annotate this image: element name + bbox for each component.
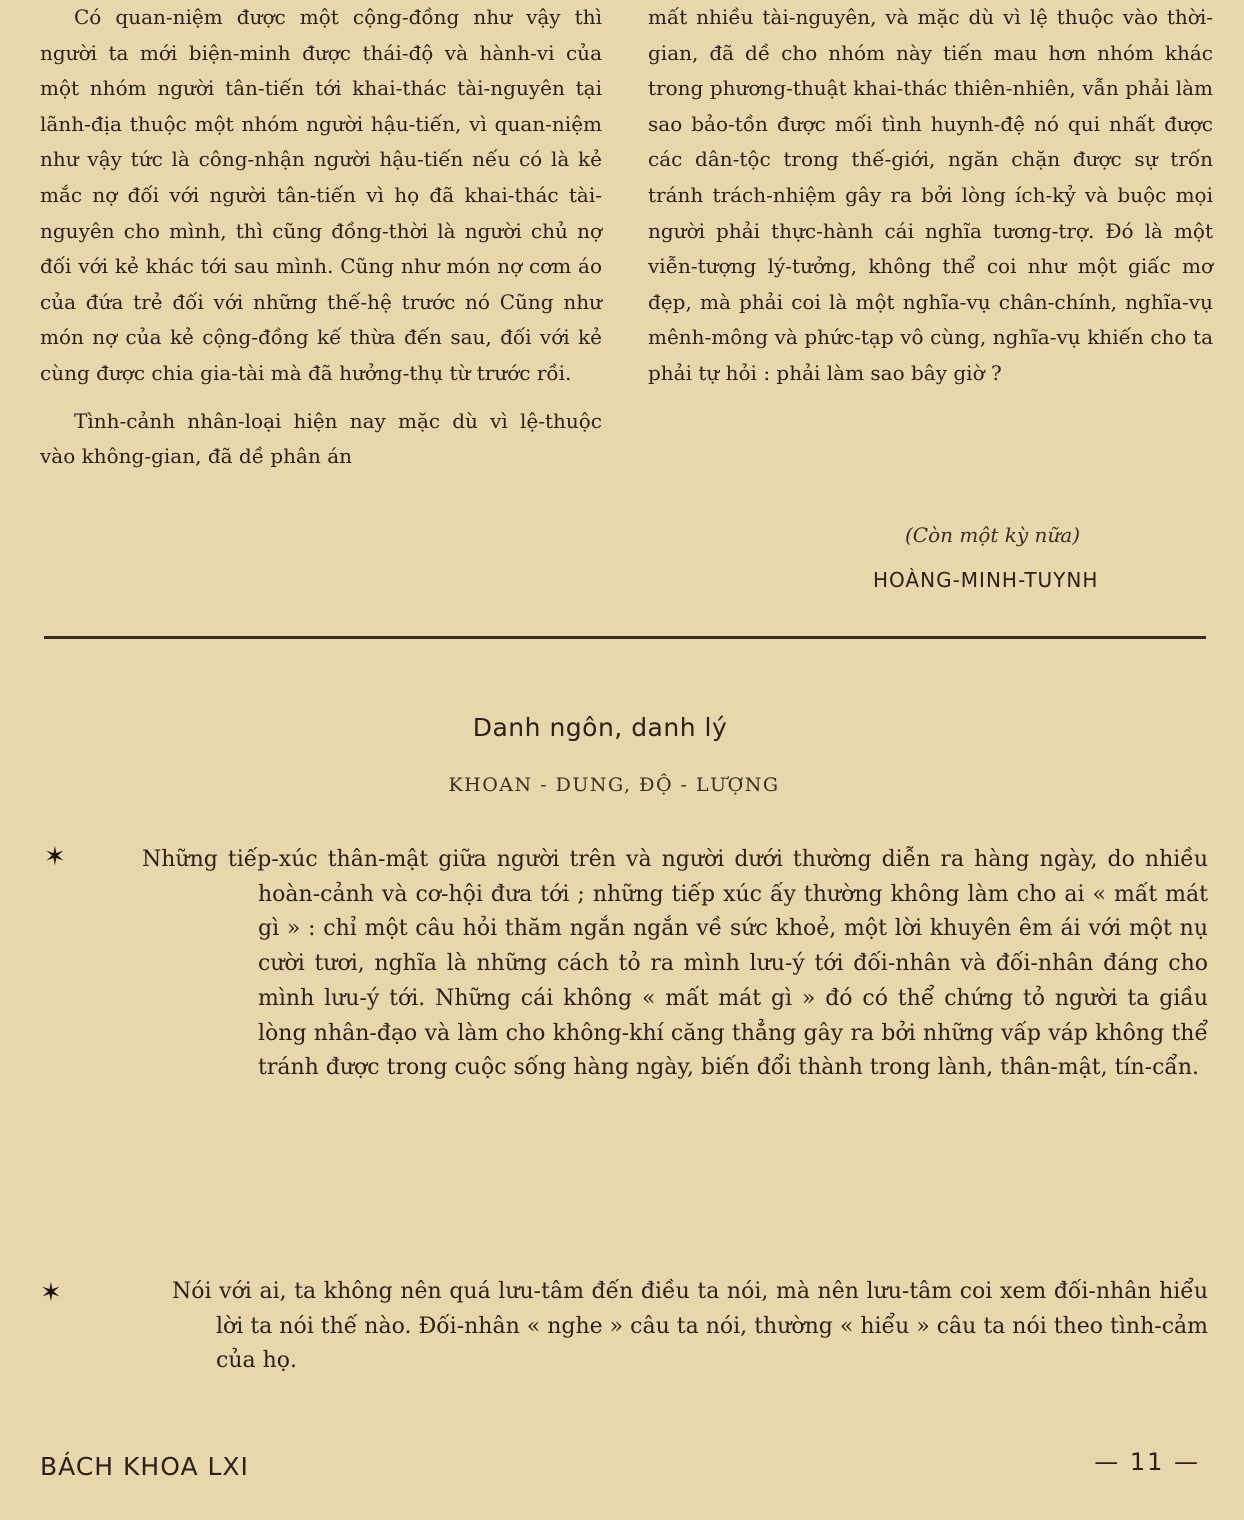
article-paragraph: mất nhiều tài-nguyên, và mặc dù vì lệ thuộc vào thời-gian, đã dề cho nhóm này tiến mau hơn nhóm khác trong phương-thuật khai-thác thiên-nhiên, vẫn phải làm sao bảo-tồn được mối tình huynh-đệ nó qui nhất được các dân-tộc trong thế-giới, ngăn chặn được sự trốn tránh trách-nhiệm gây ra bởi lòng ích-kỷ và buộc mọi người phải thực-hành cái nghĩa tương-trợ. Đó là một viễn-tượng lý-tưởng, không thể coi như một giấc mơ đẹp, mà phải coi là một nghĩa-vụ chân-chính, nghĩa-vụ mênh-mông và phức-tạp vô cùng, nghĩa-vụ khiến cho ta phải tự hỏi : phải làm sao bây giờ ? — [648, 5, 1213, 385]
section-title: Danh ngôn, danh lý — [472, 713, 728, 742]
section-subtitle: KHOAN - DUNG, ĐỘ - LƯỢNG — [448, 774, 780, 796]
article-paragraph: Tình-cảnh nhân-loại hiện nay mặc dù vì lệ-thuộc vào không-gian, đã dề phân án — [40, 408, 602, 469]
star-bullet-icon: ✶ — [40, 1278, 62, 1308]
section-divider — [44, 636, 1206, 639]
star-bullet-icon: ✶ — [44, 842, 66, 872]
page-number: — 11 — — [1094, 1448, 1200, 1476]
article-right-column — [648, 0, 1213, 392]
maxim-paragraph: Nói với ai, ta không nên quá lưu-tâm đến điều ta nói, mà nên lưu-tâm coi xem đối-nhân hiểu lời ta nói thế nào. Đối-nhân « nghe » câu ta nói, thường « hiểu » câu ta nói theo tình-cảm của họ. — [172, 1279, 1208, 1374]
publication-name: BÁCH KHOA LXI — [40, 1452, 249, 1481]
continued-note: (Còn một kỳ nữa) — [905, 523, 1081, 547]
maxim-paragraph: Những tiếp-xúc thân-mật giữa người trên và người dưới thường diễn ra hàng ngày, do nhiều hoàn-cảnh và cơ-hội đưa tới ; những tiếp xúc ấy thường không làm cho ai « mất mát gì » : chỉ một câu hỏi thăm ngắn ngắn về sức khoẻ, một lời khuyên êm ái với một nụ cười tươi, nghĩa là những cách tỏ ra mình lưu-ý tới đối-nhân và đối-nhân đáng cho mình lưu-ý tới. Những cái không « mất mát gì » đó có thể chứng tỏ người ta giầu lòng nhân-đạo và làm cho không-khí căng thẳng gây ra bởi những vấp váp không thể tránh được trong cuộc sống hàng ngày, biến đổi thành trong lành, thân-mật, tín-cẩn. — [142, 847, 1208, 1081]
article-paragraph: Có quan-niệm được một cộng-đồng như vậy thì người ta mới biện-minh được thái-độ và hành-vi của một nhóm người tân-tiến tới khai-thác tài-nguyên tại lãnh-địa thuộc một nhóm người hậu-tiến, vì quan-niệm như vậy tức là công-nhận người hậu-tiến nếu có là kẻ mắc nợ đối với người tân-tiến vì họ đã khai-thác tài-nguyên cho mình, thì cũng đồng-thời là người chủ nợ đối với kẻ khác tới sau mình. Cũng như món nợ cơm áo của đứa trẻ đối với những thế-hệ trước nó Cũng như món nợ của kẻ cộng-đồng kế thừa đến sau, đối với kẻ cùng được chia gia-tài mà đã hưởng-thụ từ trước rồi. — [40, 5, 602, 385]
article-left-column — [40, 0, 602, 475]
article-author: HOÀNG-MINH-TUYNH — [873, 568, 1099, 592]
